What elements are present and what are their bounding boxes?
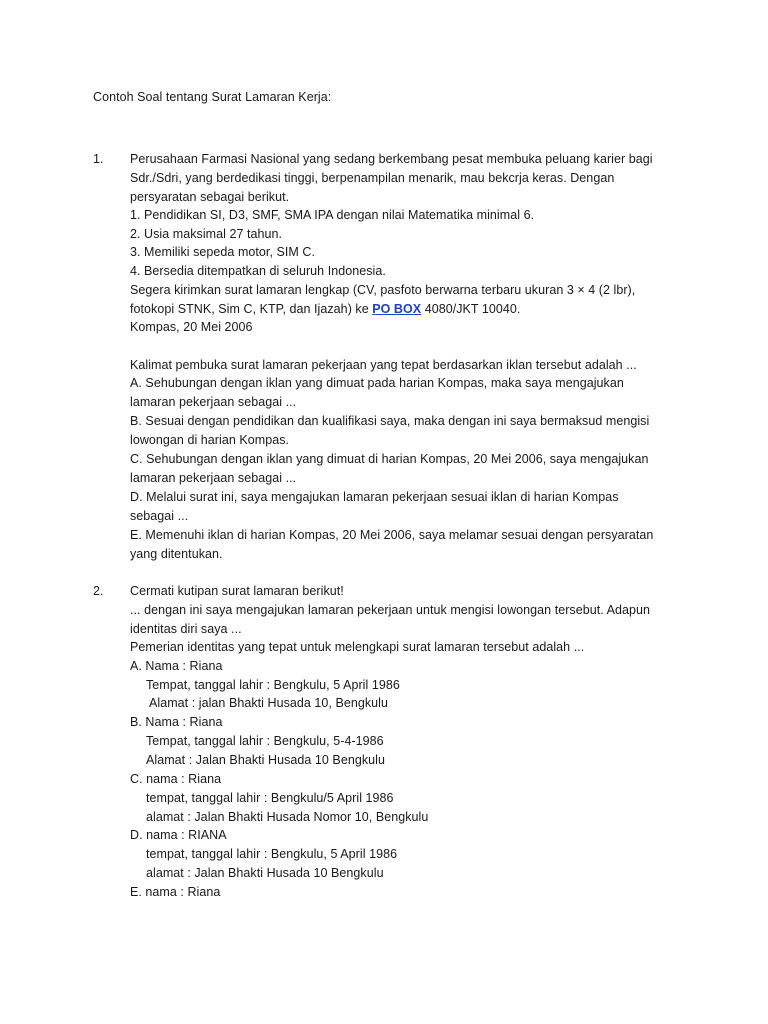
question-1-line: Segera kirimkan surat lamaran lengkap (CV, pasfoto berwarna terbaru ukuran 3 × 4 (2 lbr), xyxy=(130,283,636,297)
answer-option: A. Sehubungan dengan iklan yang dimuat pada harian Kompas, maka saya mengajukan xyxy=(130,376,624,390)
answer-option: D. nama : RIANA xyxy=(130,828,227,842)
answer-option-detail: alamat : Jalan Bhakti Husada 10 Bengkulu xyxy=(146,866,384,880)
answer-option-detail: Alamat : jalan Bhakti Husada 10, Bengkulu xyxy=(149,696,389,710)
answer-option: C. Sehubungan dengan iklan yang dimuat di harian Kompas, 20 Mei 2006, saya mengajukan xyxy=(130,452,649,466)
question-1-line: Perusahaan Farmasi Nasional yang sedang berkembang pesat membuka peluang karier bagi xyxy=(130,152,653,166)
question-number-2: 2. xyxy=(93,584,104,598)
answer-option: C. nama : Riana xyxy=(130,772,222,786)
answer-option: E. Memenuhi iklan di harian Kompas, 20 Mei 2006, saya melamar sesuai dengan persyaratan xyxy=(130,528,654,542)
question-2-line: Cermati kutipan surat lamaran berikut! xyxy=(130,584,344,598)
answer-option: E. nama : Riana xyxy=(130,885,221,899)
answer-option: lamaran pekerjaan sebagai ... xyxy=(130,471,297,485)
answer-option: sebagai ... xyxy=(130,509,189,523)
answer-option: A. Nama : Riana xyxy=(130,659,223,673)
requirement-item: 4. Bersedia ditempatkan di seluruh Indonesia. xyxy=(130,264,386,278)
question-2-line: ... dengan ini saya mengajukan lamaran pekerjaan untuk mengisi lowongan tersebut. Adapun xyxy=(130,603,651,617)
requirement-item: 1. Pendidikan SI, D3, SMF, SMA IPA dengan nilai Matematika minimal 6. xyxy=(130,208,535,222)
answer-option-detail: tempat, tanggal lahir : Bengkulu/5 April 1986 xyxy=(146,791,394,805)
question-2-line: identitas diri saya ... xyxy=(130,622,242,636)
answer-option-detail: alamat : Jalan Bhakti Husada Nomor 10, Bengkulu xyxy=(146,810,429,824)
answer-option: lamaran pekerjaan sebagai ... xyxy=(130,395,297,409)
document-title: Contoh Soal tentang Surat Lamaran Kerja: xyxy=(93,90,332,104)
answer-option: B. Sesuai dengan pendidikan dan kualifikasi saya, maka dengan ini saya bermaksud mengisi xyxy=(130,414,650,428)
answer-option: lowongan di harian Kompas. xyxy=(130,433,290,447)
answer-option-detail: tempat, tanggal lahir : Bengkulu, 5 April 1986 xyxy=(146,847,398,861)
answer-option-detail: Alamat : Jalan Bhakti Husada 10 Bengkulu xyxy=(146,753,385,767)
answer-option: D. Melalui surat ini, saya mengajukan lamaran pekerjaan sesuai iklan di harian Kompas xyxy=(130,490,619,504)
requirement-item: 3. Memiliki sepeda motor, SIM C. xyxy=(130,245,315,259)
po-box-link[interactable]: PO BOX xyxy=(372,302,422,316)
question-1-line xyxy=(130,300,520,318)
question-2-prompt: Pemerian identitas yang tepat untuk melengkapi surat lamaran tersebut adalah ... xyxy=(130,640,585,654)
requirement-item: 2. Usia maksimal 27 tahun. xyxy=(130,227,283,241)
ad-date: Kompas, 20 Mei 2006 xyxy=(130,320,253,334)
question-1-prompt: Kalimat pembuka surat lamaran pekerjaan yang tepat berdasarkan iklan tersebut adalah ... xyxy=(130,358,637,372)
answer-option-detail: Tempat, tanggal lahir : Bengkulu, 5-4-1986 xyxy=(146,734,384,748)
answer-option: B. Nama : Riana xyxy=(130,715,223,729)
question-1-line: Sdr./Sdri, yang berdedikasi tinggi, berpenampilan menarik, mau bekcrja keras. Dengan xyxy=(130,171,615,185)
answer-option-detail: Tempat, tanggal lahir : Bengkulu, 5 April 1986 xyxy=(146,678,400,692)
ad-text-before-link: fotokopi STNK, Sim C, KTP, dan Ijazah) ke xyxy=(130,302,373,316)
question-1-line: persyaratan sebagai berikut. xyxy=(130,190,290,204)
answer-option: yang ditentukan. xyxy=(130,547,223,561)
ad-text-after-link: 4080/JKT 10040. xyxy=(421,302,521,316)
question-number-1: 1. xyxy=(93,152,104,166)
